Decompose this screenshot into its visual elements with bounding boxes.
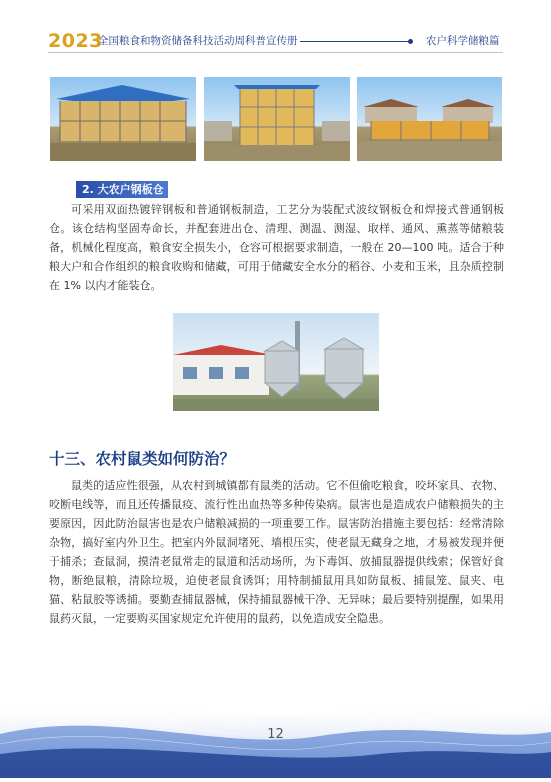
photo-steel-silos bbox=[173, 313, 379, 411]
footer-wave-decoration bbox=[0, 650, 551, 778]
brochure-title: 全国粮食和物资储备科技活动周科普宣传册 bbox=[98, 35, 298, 47]
section-paragraph: 鼠类的适应性很强，从农村到城镇都有鼠类的活动。它不但偷吃粮食，咬坏家具、衣物、咬断电线等，而且还传播鼠疫、流行性出血热等多种传染病。鼠害也是造成农户储粮损失的主要原因，因此防治鼠害也是农户储粮减损的一项重要工作。鼠害防治措施主要包括：经常清除杂物，搞好室内外卫生。把室内外鼠洞堵死、墙根压实，使老鼠无藏身之地，才易被发现并便于捕杀；查鼠洞，摸清老鼠常走的鼠道和活动场所，为下毒饵、放捕鼠器提供线索；保管好食物，断绝鼠粮，清除垃圾，迫使老鼠食诱饵；用特制捕鼠用具如防鼠板、捕鼠笼、鼠夹、电猫、粘鼠胶等诱捕。要勤查捕鼠器械，保持捕鼠器械干净、无异味；最后要特别提醒，如果用鼠药灭鼠，一定要购买国家规定允许使用的鼠药，以免造成安全隐患。 bbox=[49, 479, 504, 625]
photo-grain-crib-tower bbox=[204, 77, 350, 161]
subsection-heading: 2. 大农户钢板仓 bbox=[76, 181, 168, 198]
header-divider bbox=[48, 52, 503, 53]
year-label: 2023 bbox=[48, 30, 103, 52]
page-number: 12 bbox=[267, 727, 284, 742]
header-rule-dot bbox=[408, 39, 413, 44]
section-heading: 十三、农村鼠类如何防治？ bbox=[49, 450, 236, 468]
photo-corn-crib-yard bbox=[357, 77, 502, 161]
photo-grain-crib-blue-roof bbox=[50, 77, 196, 161]
header-rule bbox=[300, 41, 410, 42]
page-header bbox=[0, 0, 551, 58]
section-label: 农户科学储粮篇 bbox=[426, 35, 500, 47]
subsection-paragraph: 可采用双面热镀锌钢板和普通钢板制造，工艺分为装配式波纹钢板仓和焊接式普通钢板仓。该仓结构坚固寿命长，并配套进出仓、清理、测温、测湿、取样、通风、熏蒸等储粮装备，机械化程度高，粮食安全损失小，仓容可根据要求制造，一般在 20—100 吨。适合于种粮大户和合作组织的粮食收购和储藏，可用于储藏安全水分的稻谷、小麦和玉米，且杂质控制在 1% 以内才能装仓。 bbox=[49, 203, 504, 292]
